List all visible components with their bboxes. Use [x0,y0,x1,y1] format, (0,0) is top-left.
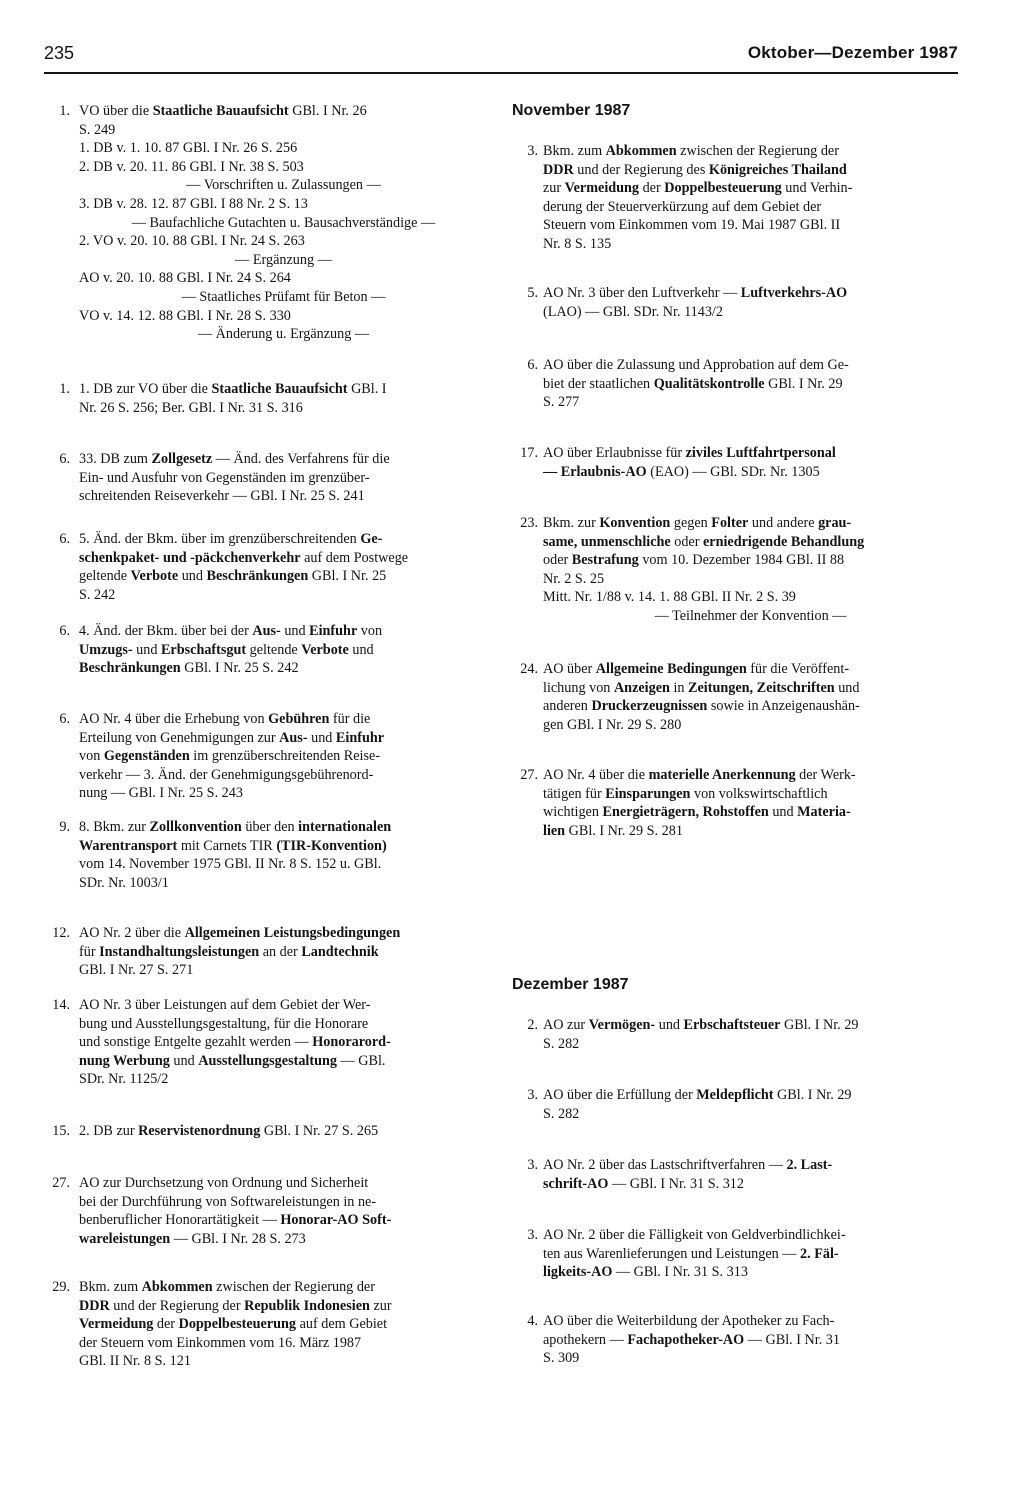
entry-text: AO über Allgemeine Bedingungen für die Veröffent- lichung von Anzeigen in Zeitungen, Zeitschriften und anderen Druckerzeugnissen sowie in Anzeigenaushän- gen GBl. I Nr. 29 S. 280 [543,661,860,733]
list-item [512,444,958,481]
entry-text: AO Nr. 2 über das Lastschriftverfahren — 2. Last- schrift-AO — GBl. I Nr. 31 S. 312 [543,1157,833,1192]
list-item [48,450,488,506]
entry-day: 29. [52,1279,70,1295]
entry-text: Bkm. zum Abkommen zwischen der Regierung der DDR und der Regierung des Königreiches Thailand zur Vermeidung der Doppelbesteuerung und Verhin- derung der Steuerverkürzung auf dem Gebiet der Steuern vom Einkommen vom 19. Mai 1987 GBl. II Nr. 8 S. 135 [543,143,853,252]
list-item [512,356,958,412]
entry-text: 2. DB zur Reservistenordnung GBl. I Nr. 27 S. 265 [79,1123,379,1139]
list-item [512,766,958,840]
entry-text: 1. DB zur VO über die Staatliche Bauaufsicht GBl. I Nr. 26 S. 256; Ber. GBl. I Nr. 31 S. 316 [79,381,387,416]
entry-text: Bkm. zum Abkommen zwischen der Regierung der DDR und der Regierung der Republik Indonesien zur Vermeidung der Doppelbesteuerung auf dem Gebiet der Steuern vom Einkommen vom 16. März 1987 GBl. II Nr. 8 S. 121 [79,1279,392,1370]
entry-text: AO Nr. 4 über die Erhebung von Gebühren für die Erteilung von Genehmigungen zur Aus- und Einfuhr von Gegenständen im grenzüberschreitenden Reise- verkehr — 3. Änd. der Genehmigungsgebührenord- nung — GBl. I Nr. 25 S. 243 [79,711,385,802]
entry-day: 5. [527,285,538,301]
entry-day: 23. [520,515,538,531]
entry-text: VO über die Staatliche Bauaufsicht GBl. I Nr. 26 S. 249 1. DB v. 1. 10. 87 GBl. I Nr. 26 S. 256 2. DB v. 20. 11. 86 GBl. I Nr. 38 S. 503 — Vorschriften u. Zulassungen — 3. DB v. 28. 12. 87 GBl. I 88 Nr. 2 S. 13 — Baufachliche Gutachten u. Bausachverständige — 2. VO v. 20. 10. 88 GBl. I Nr. 24 S. 263 — Ergänzung — AO v. 20. 10. 88 GBl. I Nr. 24 S. 264 — Staatliches Prüfamt für Beton — VO v. 14. 12. 88 GBl. I Nr. 28 S. 330 — Änderung u. Ergänzung — [79,103,436,343]
entry-text: AO über die Zulassung und Approbation auf dem Ge- biet der staatlichen Qualitätskontrolle GBl. I Nr. 29 S. 277 [543,357,849,411]
entry-day: 3. [527,1157,538,1173]
entry-text: Bkm. zur Konvention gegen Folter und andere grau- same, unmenschliche oder erniedrigende Behandlung oder Bestrafung vom 10. Dezember 1984 GBl. II 88 Nr. 2 S. 25 Mitt. Nr. 1/88 v. 14. 1. 88 GBl. II Nr. 2 S. 39 — Teilnehmer der Konvention — [543,515,865,624]
list-item [48,1174,488,1248]
entry-text: 33. DB zum Zollgesetz — Änd. des Verfahrens für die Ein- und Ausfuhr von Gegenständen im grenzüber- schreitenden Reiseverkehr — GBl. I Nr. 25 S. 241 [79,451,390,505]
entry-day: 27. [520,767,538,783]
list-item [48,1122,488,1141]
entry-day: 1. [59,381,70,397]
list-item [48,710,488,803]
list-item [48,924,488,980]
list-item [512,1086,958,1123]
entry-text: AO Nr. 3 über den Luftverkehr — Luftverkehrs-AO (LAO) — GBl. SDr. Nr. 1143/2 [543,285,848,320]
list-item [48,622,488,678]
entry-day: 12. [52,925,70,941]
list-item [512,1156,958,1193]
section-heading-dezember: Dezember 1987 [512,976,629,993]
entry-text: AO Nr. 2 über die Fälligkeit von Geldverbindlichkei- ten aus Warenlieferungen und Leistungen — 2. Fäl- ligkeits-AO — GBl. I Nr. 31 S. 313 [543,1227,846,1281]
entry-text: AO über die Erfüllung der Meldepflicht GBl. I Nr. 29 S. 282 [543,1087,852,1122]
entry-text: AO über Erlaubnisse für ziviles Luftfahrtpersonal — Erlaubnis-AO (EAO) — GBl. SDr. Nr. 1305 [543,445,836,480]
list-item [48,996,488,1089]
entry-day: 6. [59,531,70,547]
entry-day: 24. [520,661,538,677]
list-item [512,1226,958,1282]
entry-day: 3. [527,1227,538,1243]
list-item [512,142,958,254]
list-item [512,1312,958,1368]
entry-day: 6. [59,711,70,727]
list-item [512,660,958,734]
entry-text: AO Nr. 4 über die materielle Anerkennung der Werk- tätigen für Einsparungen von volkswirtschaftlich wichtigen Energieträgern, Rohstoffen und Materia- lien GBl. I Nr. 29 S. 281 [543,767,856,839]
list-item [512,514,958,626]
entry-day: 3. [527,1087,538,1103]
list-item [512,1016,958,1053]
entry-text: AO Nr. 3 über Leistungen auf dem Gebiet der Wer- bung und Ausstellungsgestaltung, für die Honorare und sonstige Entgelte gezahlt werden — Honorarord- nung Werbung und Ausstellungsgestaltung — GBl. SDr. Nr. 1125/2 [79,997,391,1088]
page-period-title: Oktober—Dezember 1987 [747,43,958,62]
entry-day: 4. [527,1313,538,1329]
list-item [48,1278,488,1371]
list-item [48,380,488,417]
entry-text: 4. Änd. der Bkm. über bei der Aus- und Einfuhr von Umzugs- und Erbschaftsgut geltende Verbote und Beschränkungen GBl. I Nr. 25 S. 242 [79,623,383,677]
entry-day: 1. [59,103,70,119]
entry-day: 9. [59,819,70,835]
list-item [48,818,488,892]
entry-text: 8. Bkm. zur Zollkonvention über den internationalen Warentransport mit Carnets TIR (TIR-Konvention) vom 14. November 1975 GBl. II Nr. 8 S. 152 u. GBl. SDr. Nr. 1003/1 [79,819,392,891]
list-item [512,284,958,321]
entry-text: 5. Änd. der Bkm. über im grenzüberschreitenden Ge- schenkpaket- und -päckchenverkehr auf dem Postwege geltende Verbote und Beschränkungen GBl. I Nr. 25 S. 242 [79,531,409,603]
entry-day: 27. [52,1175,70,1191]
entry-day: 3. [527,143,538,159]
entry-text: AO über die Weiterbildung der Apotheker zu Fach- apothekern — Fachapotheker-AO — GBl. I Nr. 31 S. 309 [543,1313,840,1367]
entry-day: 6. [527,357,538,373]
entry-day: 2. [527,1017,538,1033]
list-item [48,102,488,344]
entry-day: 17. [520,445,538,461]
entry-day: 15. [52,1123,70,1139]
section-heading-november: November 1987 [512,102,631,119]
entry-text: AO Nr. 2 über die Allgemeinen Leistungsbedingungen für Instandhaltungsleistungen an der Landtechnik GBl. I Nr. 27 S. 271 [79,925,401,979]
entry-day: 14. [52,997,70,1013]
page-number: 235 [44,43,75,63]
entry-day: 6. [59,623,70,639]
entry-text: AO zur Vermögen- und Erbschaftsteuer GBl. I Nr. 29 S. 282 [543,1017,859,1052]
entry-day: 6. [59,451,70,467]
page-header [44,42,958,74]
list-item [48,530,488,604]
entry-text: AO zur Durchsetzung von Ordnung und Sicherheit bei der Durchführung von Softwareleistungen in ne- benberuflicher Honorartätigkeit — Honorar-AO Soft- wareleistungen — GBl. I Nr. 28 S. 273 [79,1175,392,1247]
